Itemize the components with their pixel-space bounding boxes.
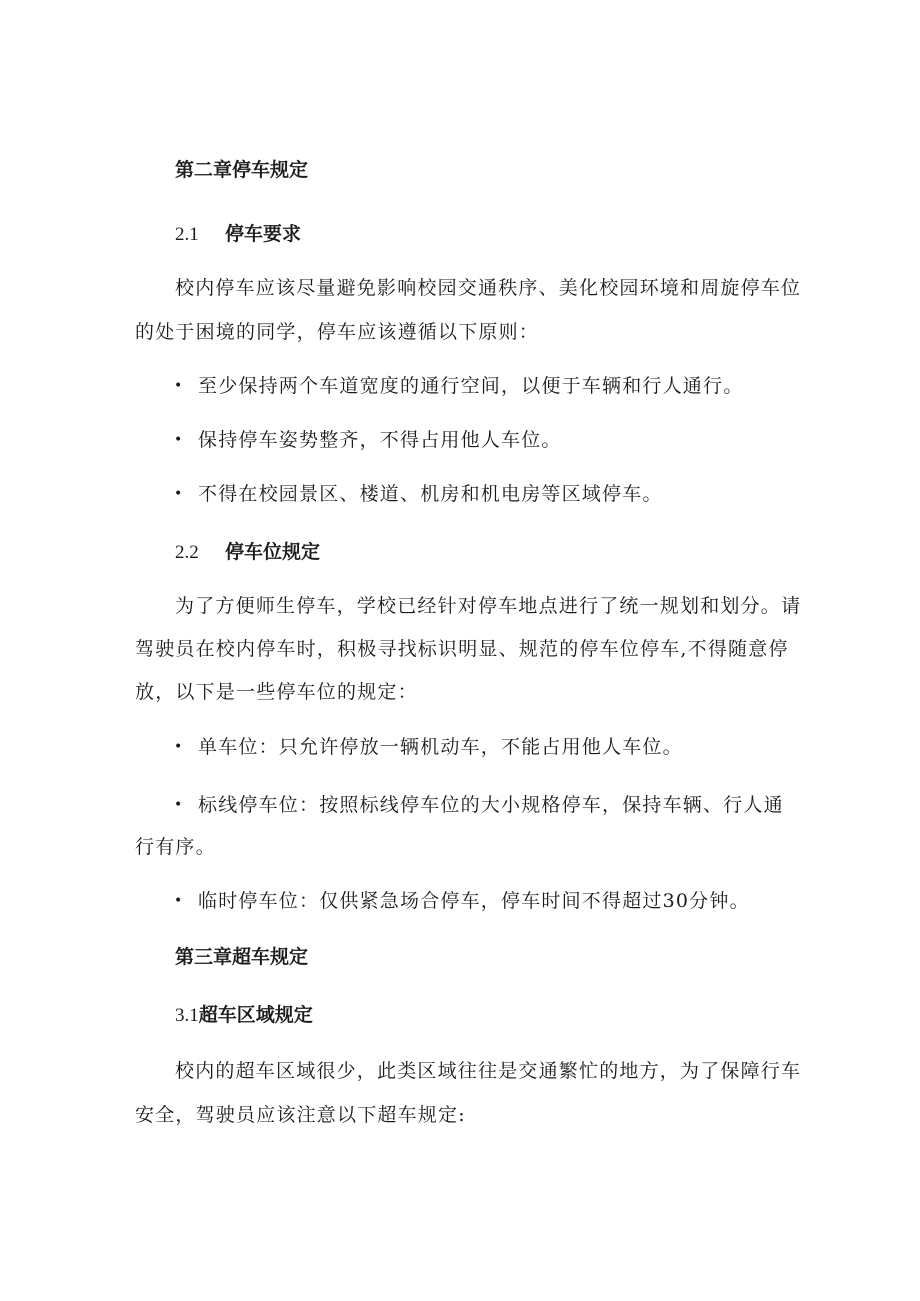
section-2-1-intro-line-2: 的处于困境的同学，停车应该遵循以下原则：	[135, 321, 540, 343]
bullet-marker: •	[174, 739, 184, 755]
list-item-text: 不得在校园景区、楼道、机房和机电房等区域停车。	[198, 483, 663, 505]
list-item	[174, 428, 562, 452]
section-2-2-intro-line-2: 驾驶员在校内停车时，积极寻找标识明显、规范的停车位停车,不得随意停	[135, 638, 789, 660]
list-item	[174, 793, 784, 817]
list-item-continuation: 行有序。	[135, 836, 216, 858]
bullet-marker: •	[174, 378, 184, 394]
section-3-1-intro-line-1: 校内的超车区域很少，此类区域往往是交通繁忙的地方，为了保障行车	[175, 1060, 802, 1082]
section-2-2-intro-line-1: 为了方便师生停车，学校已经针对停车地点进行了统一规划和划分。请	[175, 595, 802, 617]
list-item	[174, 482, 663, 506]
section-2-1-number: 2.1	[175, 224, 199, 245]
list-item-text: 临时停车位：仅供紧急场合停车，停车时间不得超过30分钟。	[198, 890, 750, 912]
section-2-1-title: 停车要求	[225, 223, 302, 245]
list-item-text: 保持停车姿势整齐，不得占用他人车位。	[198, 429, 562, 451]
section-2-1-intro-line-1: 校内停车应该尽量避免影响校园交通秩序、美化校园环境和周旋停车位	[175, 277, 802, 299]
list-item-text: 单车位：只允许停放一辆机动车，不能占用他人车位。	[198, 736, 683, 758]
section-3-1-heading	[175, 1003, 313, 1028]
list-item	[174, 889, 750, 913]
section-3-1-title: 超车区域规定	[198, 1004, 313, 1026]
section-2-2-title: 停车位规定	[225, 541, 321, 563]
section-3-1-number: 3.1	[175, 1005, 199, 1026]
section-2-2-heading	[175, 540, 320, 565]
bullet-marker: •	[174, 893, 184, 909]
chapter-3-title: 第三章超车规定	[175, 946, 309, 968]
section-2-2-number: 2.2	[175, 542, 199, 563]
section-3-1-intro-line-2: 安全，驾驶员应该注意以下超车规定:	[135, 1104, 466, 1126]
list-item-text: 至少保持两个车道宽度的通行空间，以便于车辆和行人通行。	[198, 375, 744, 397]
list-item	[174, 374, 743, 398]
list-item	[174, 735, 683, 759]
chapter-2-title: 第二章停车规定	[175, 159, 309, 181]
section-2-2-intro-line-3: 放，以下是一些停车位的规定：	[135, 681, 418, 703]
bullet-marker: •	[174, 486, 184, 502]
bullet-marker: •	[174, 797, 184, 813]
section-2-1-heading	[175, 222, 301, 247]
list-item-text: 标线停车位：按照标线停车位的大小规格停车，保持车辆、行人通	[198, 794, 784, 816]
bullet-marker: •	[174, 432, 184, 448]
